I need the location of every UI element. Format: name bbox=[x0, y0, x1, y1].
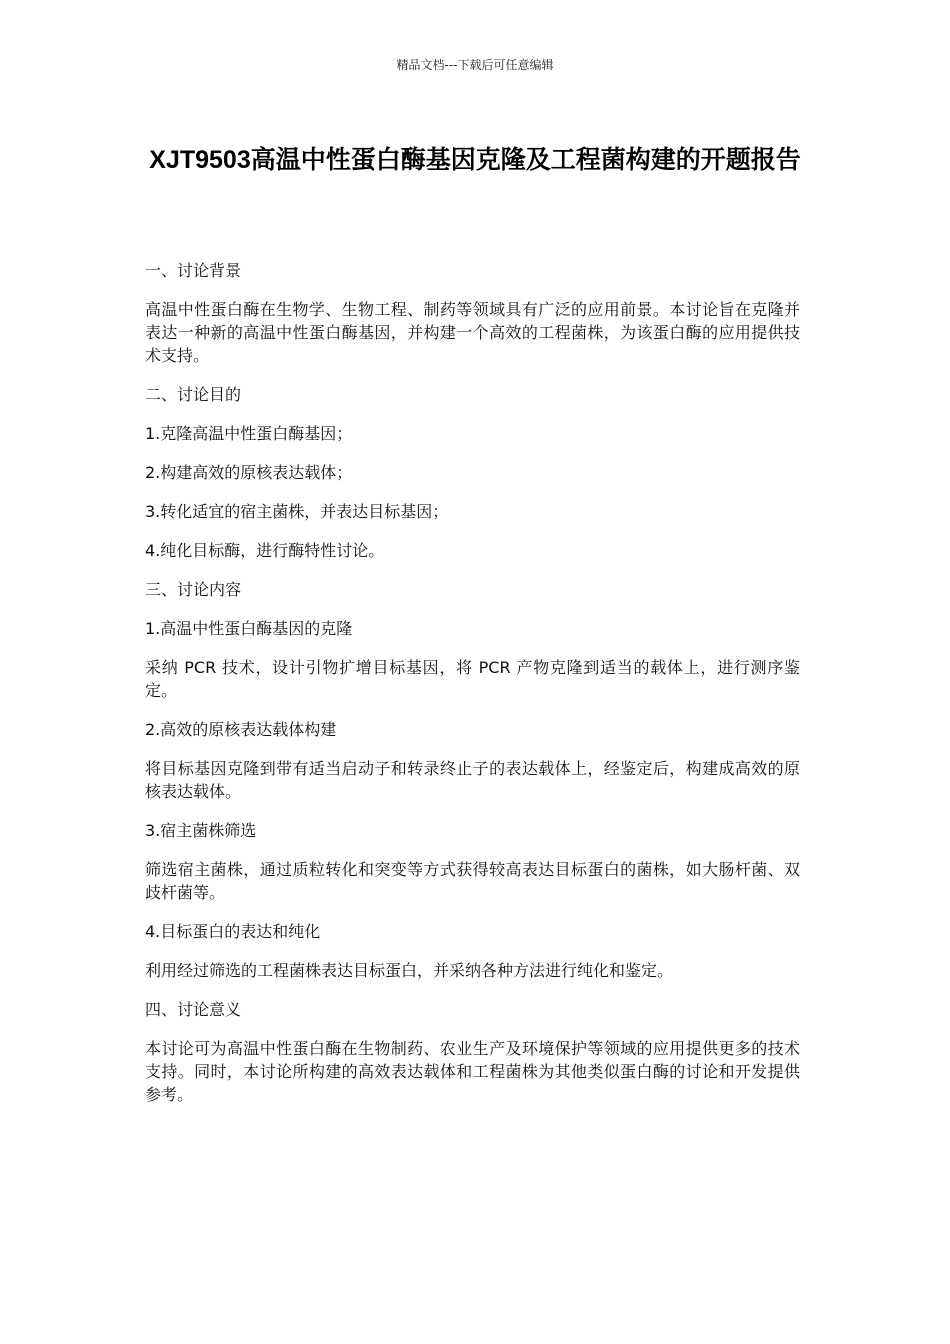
document-body bbox=[145, 259, 800, 1122]
section-heading-background: 一、讨论背景 bbox=[145, 261, 242, 280]
content-subheading-2: 2.高效的原核表达载体构建 bbox=[145, 720, 337, 739]
section-heading-significance: 四、讨论意义 bbox=[145, 1000, 242, 1019]
content-paragraph-4: 利用经过筛选的工程菌株表达目标蛋白，并采纳各种方法进行纯化和鉴定。 bbox=[145, 961, 674, 980]
purpose-item-2: 2.构建高效的原核表达载体； bbox=[145, 463, 353, 482]
paragraph-significance: 本讨论可为高温中性蛋白酶在生物制药、农业生产及环境保护等领域的应用提供更多的技术支持。同时，本讨论所构建的高效表达载体和工程菌株为其他类似蛋白酶的讨论和开发提供参考。 bbox=[145, 1039, 800, 1104]
content-subheading-4: 4.目标蛋白的表达和纯化 bbox=[145, 922, 321, 941]
document-title: XJT9503高温中性蛋白酶基因克隆及工程菌构建的开题报告 bbox=[149, 146, 801, 174]
content-paragraph-1: 采纳 PCR 技术，设计引物扩增目标基因，将 PCR 产物克隆到适当的载体上，进行测序鉴定。 bbox=[145, 658, 800, 700]
content-subheading-3: 3.宿主菌株筛选 bbox=[145, 821, 257, 840]
section-heading-purpose: 二、讨论目的 bbox=[145, 385, 242, 404]
content-paragraph-2: 将目标基因克隆到带有适当启动子和转录终止子的表达载体上，经鉴定后，构建成高效的原核表达载体。 bbox=[145, 759, 800, 801]
header-note: 精品文档---下载后可任意编辑 bbox=[396, 58, 554, 72]
content-paragraph-3: 筛选宿主菌株，通过质粒转化和突变等方式获得较高表达目标蛋白的菌株，如大肠杆菌、双歧杆菌等。 bbox=[145, 860, 800, 902]
content-subheading-1: 1.高温中性蛋白酶基因的克隆 bbox=[145, 619, 353, 638]
purpose-item-3: 3.转化适宜的宿主菌株，并表达目标基因； bbox=[145, 502, 449, 521]
purpose-item-4: 4.纯化目标酶，进行酶特性讨论。 bbox=[145, 541, 385, 560]
purpose-item-1: 1.克隆高温中性蛋白酶基因； bbox=[145, 424, 353, 443]
paragraph-background: 高温中性蛋白酶在生物学、生物工程、制药等领域具有广泛的应用前景。本讨论旨在克隆并表达一种新的高温中性蛋白酶基因，并构建一个高效的工程菌株，为该蛋白酶的应用提供技术支持。 bbox=[145, 300, 800, 365]
section-heading-content: 三、讨论内容 bbox=[145, 580, 242, 599]
